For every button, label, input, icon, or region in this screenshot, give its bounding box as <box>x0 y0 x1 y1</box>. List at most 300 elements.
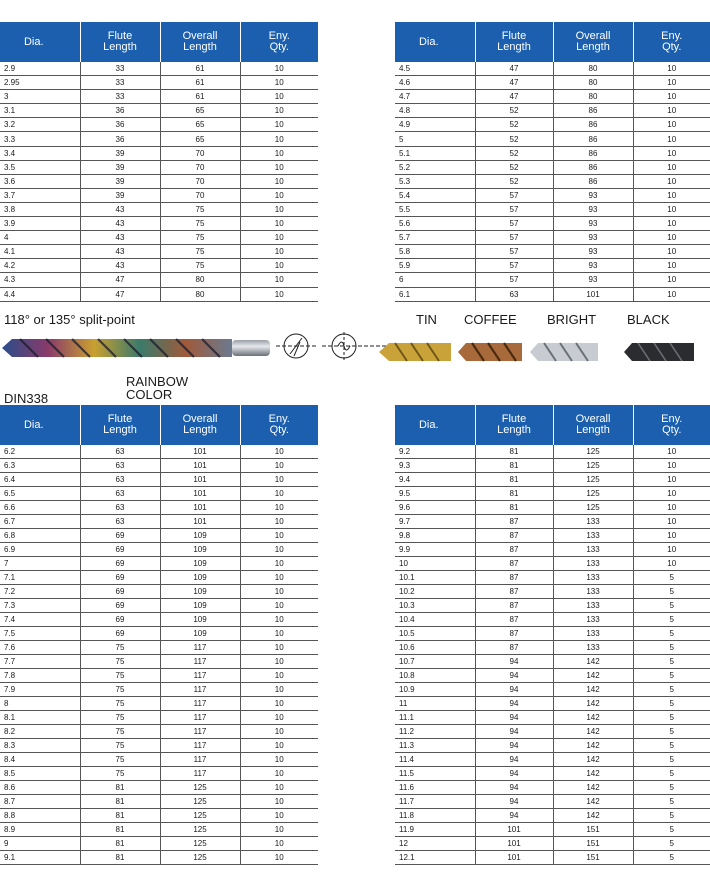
cell-flute-length: 52 <box>475 104 553 118</box>
cell-qty: 10 <box>240 473 318 487</box>
cell-flute-length: 94 <box>475 753 553 767</box>
table-row <box>0 725 318 739</box>
cell-qty: 10 <box>633 487 710 501</box>
cell-dia: 3.5 <box>0 160 80 174</box>
header-row <box>395 22 710 62</box>
cell-flute-length: 39 <box>80 146 160 160</box>
cell-dia: 6.5 <box>0 487 80 501</box>
cell-flute-length: 87 <box>475 515 553 529</box>
cell-overall-length: 109 <box>160 627 240 641</box>
table-row <box>0 473 318 487</box>
cell-qty: 5 <box>633 641 710 655</box>
cell-flute-length: 57 <box>475 231 553 245</box>
column-header-qty: Eny. Qty. <box>240 405 318 445</box>
cell-dia: 9.2 <box>395 445 475 459</box>
cell-qty: 10 <box>240 697 318 711</box>
cell-dia: 9 <box>0 837 80 851</box>
cell-dia: 3.6 <box>0 174 80 188</box>
column-header-dia: Dia. <box>395 405 475 445</box>
cell-flute-length: 63 <box>475 287 553 301</box>
cell-overall-length: 142 <box>553 795 633 809</box>
black-drill-image <box>622 339 696 365</box>
cell-overall-length: 93 <box>553 273 633 287</box>
cell-qty: 10 <box>633 473 710 487</box>
table-row <box>0 501 318 515</box>
table-row <box>0 599 318 613</box>
column-header-qty: Eny. Qty. <box>633 22 710 62</box>
cell-dia: 11.8 <box>395 809 475 823</box>
cell-overall-length: 101 <box>160 501 240 515</box>
cell-flute-length: 87 <box>475 529 553 543</box>
cell-dia: 5.7 <box>395 231 475 245</box>
cell-flute-length: 87 <box>475 599 553 613</box>
cell-flute-length: 57 <box>475 245 553 259</box>
cell-qty: 10 <box>633 62 710 76</box>
cell-overall-length: 117 <box>160 655 240 669</box>
cell-qty: 10 <box>240 823 318 837</box>
cell-dia: 6.3 <box>0 459 80 473</box>
cell-qty: 10 <box>240 543 318 557</box>
cell-overall-length: 151 <box>553 851 633 865</box>
cell-overall-length: 109 <box>160 571 240 585</box>
table-row <box>395 599 710 613</box>
cell-overall-length: 80 <box>553 62 633 76</box>
cell-flute-length: 81 <box>80 837 160 851</box>
table-row <box>395 202 710 216</box>
cell-dia: 8.9 <box>0 823 80 837</box>
cell-flute-length: 81 <box>80 781 160 795</box>
table-row <box>395 459 710 473</box>
cell-qty: 10 <box>633 174 710 188</box>
cell-flute-length: 94 <box>475 795 553 809</box>
cell-flute-length: 81 <box>475 459 553 473</box>
cell-flute-length: 63 <box>80 459 160 473</box>
cell-flute-length: 36 <box>80 118 160 132</box>
cell-flute-length: 69 <box>80 599 160 613</box>
column-header-flute-length: Flute Length <box>475 22 553 62</box>
column-header-dia: Dia. <box>395 22 475 62</box>
table-row <box>395 851 710 865</box>
cell-dia: 10.3 <box>395 599 475 613</box>
table-row <box>395 174 710 188</box>
cell-dia: 7.9 <box>0 683 80 697</box>
cell-overall-length: 65 <box>160 104 240 118</box>
cell-overall-length: 125 <box>160 823 240 837</box>
cell-overall-length: 142 <box>553 697 633 711</box>
table-row <box>395 62 710 76</box>
cell-qty: 10 <box>240 529 318 543</box>
cell-qty: 10 <box>240 62 318 76</box>
cell-qty: 5 <box>633 753 710 767</box>
cell-overall-length: 142 <box>553 753 633 767</box>
cell-dia: 6.1 <box>395 287 475 301</box>
table-row <box>395 627 710 641</box>
table-row <box>395 473 710 487</box>
cell-qty: 10 <box>240 851 318 865</box>
table-row <box>0 245 318 259</box>
cell-flute-length: 94 <box>475 697 553 711</box>
din-standard-label: DIN338 <box>4 391 49 406</box>
cell-qty: 10 <box>633 231 710 245</box>
cell-qty: 10 <box>633 118 710 132</box>
cell-flute-length: 33 <box>80 76 160 90</box>
rainbow-drill-image <box>0 333 272 363</box>
table-row <box>0 669 318 683</box>
cell-dia: 5.1 <box>395 146 475 160</box>
cell-qty: 5 <box>633 585 710 599</box>
cell-overall-length: 101 <box>160 487 240 501</box>
cell-flute-length: 57 <box>475 259 553 273</box>
cell-overall-length: 142 <box>553 809 633 823</box>
cell-overall-length: 93 <box>553 202 633 216</box>
cell-flute-length: 47 <box>475 90 553 104</box>
cell-qty: 5 <box>633 795 710 809</box>
table-row <box>395 160 710 174</box>
column-header-flute-length: Flute Length <box>80 405 160 445</box>
table-row <box>0 104 318 118</box>
cell-qty: 10 <box>240 259 318 273</box>
cell-qty: 10 <box>240 174 318 188</box>
cell-overall-length: 101 <box>553 287 633 301</box>
cell-qty: 10 <box>240 287 318 301</box>
cell-overall-length: 93 <box>553 188 633 202</box>
column-header-overall-length: Overall Length <box>160 22 240 62</box>
cell-flute-length: 75 <box>80 641 160 655</box>
table-row <box>0 231 318 245</box>
cell-qty: 10 <box>633 529 710 543</box>
table-row <box>0 641 318 655</box>
table-row <box>0 445 318 459</box>
table-row <box>395 795 710 809</box>
table-row <box>0 809 318 823</box>
cell-qty: 5 <box>633 767 710 781</box>
table-row <box>0 174 318 188</box>
cell-flute-length: 81 <box>475 501 553 515</box>
cell-qty: 10 <box>633 273 710 287</box>
cell-overall-length: 117 <box>160 697 240 711</box>
cell-flute-length: 94 <box>475 781 553 795</box>
cell-dia: 5.3 <box>395 174 475 188</box>
cell-flute-length: 63 <box>80 487 160 501</box>
cell-flute-length: 36 <box>80 132 160 146</box>
cell-flute-length: 94 <box>475 669 553 683</box>
cell-qty: 10 <box>240 837 318 851</box>
cell-dia: 10.2 <box>395 585 475 599</box>
cell-flute-length: 39 <box>80 174 160 188</box>
cell-dia: 11.3 <box>395 739 475 753</box>
table-row <box>395 753 710 767</box>
cell-overall-length: 86 <box>553 118 633 132</box>
cell-dia: 10.9 <box>395 683 475 697</box>
cell-qty: 10 <box>240 809 318 823</box>
table-row <box>0 781 318 795</box>
cell-overall-length: 133 <box>553 613 633 627</box>
cell-overall-length: 142 <box>553 725 633 739</box>
cell-qty: 10 <box>240 515 318 529</box>
cell-dia: 8.3 <box>0 739 80 753</box>
cell-overall-length: 117 <box>160 669 240 683</box>
cell-flute-length: 52 <box>475 132 553 146</box>
cell-overall-length: 93 <box>553 217 633 231</box>
coffee-drill-image <box>456 339 524 365</box>
cell-flute-length: 43 <box>80 202 160 216</box>
cell-qty: 5 <box>633 809 710 823</box>
bright-drill-image <box>528 339 600 365</box>
cell-flute-length: 94 <box>475 683 553 697</box>
cell-qty: 5 <box>633 683 710 697</box>
table-row <box>395 259 710 273</box>
table-row <box>0 202 318 216</box>
table-row <box>395 132 710 146</box>
cell-qty: 10 <box>633 90 710 104</box>
cell-flute-length: 94 <box>475 809 553 823</box>
cell-flute-length: 33 <box>80 62 160 76</box>
cell-flute-length: 52 <box>475 160 553 174</box>
cell-flute-length: 75 <box>80 767 160 781</box>
cell-overall-length: 109 <box>160 585 240 599</box>
table-row <box>0 118 318 132</box>
cell-dia: 7.2 <box>0 585 80 599</box>
cell-dia: 6.2 <box>0 445 80 459</box>
cell-qty: 10 <box>240 217 318 231</box>
cell-overall-length: 61 <box>160 76 240 90</box>
header-row <box>395 405 710 445</box>
table-row <box>0 160 318 174</box>
table-row <box>0 287 318 301</box>
table-row <box>395 501 710 515</box>
cell-overall-length: 70 <box>160 174 240 188</box>
cell-flute-length: 36 <box>80 104 160 118</box>
cell-dia: 9.5 <box>395 487 475 501</box>
cell-flute-length: 33 <box>80 90 160 104</box>
cell-qty: 10 <box>633 217 710 231</box>
cell-qty: 10 <box>633 104 710 118</box>
cell-qty: 10 <box>240 599 318 613</box>
cell-dia: 4.6 <box>395 76 475 90</box>
cell-dia: 10.8 <box>395 669 475 683</box>
cell-overall-length: 101 <box>160 473 240 487</box>
cell-flute-length: 94 <box>475 739 553 753</box>
cell-overall-length: 75 <box>160 259 240 273</box>
cell-dia: 6.7 <box>0 515 80 529</box>
cell-overall-length: 101 <box>160 515 240 529</box>
column-header-overall-length: Overall Length <box>160 405 240 445</box>
cell-flute-length: 47 <box>475 62 553 76</box>
cell-dia: 8.2 <box>0 725 80 739</box>
cell-flute-length: 52 <box>475 174 553 188</box>
table-row <box>0 459 318 473</box>
cell-flute-length: 94 <box>475 711 553 725</box>
drill-size-table-1 <box>0 22 318 302</box>
cell-dia: 7.1 <box>0 571 80 585</box>
table-row <box>0 132 318 146</box>
cell-qty: 10 <box>240 160 318 174</box>
cell-qty: 10 <box>240 711 318 725</box>
cell-overall-length: 151 <box>553 837 633 851</box>
table-row <box>395 725 710 739</box>
cell-qty: 10 <box>240 795 318 809</box>
cell-qty: 10 <box>240 104 318 118</box>
cell-flute-length: 87 <box>475 543 553 557</box>
cell-overall-length: 142 <box>553 669 633 683</box>
header-row <box>0 405 318 445</box>
cell-overall-length: 151 <box>553 823 633 837</box>
table-row <box>395 837 710 851</box>
cell-overall-length: 75 <box>160 231 240 245</box>
table-row <box>395 90 710 104</box>
cell-dia: 7.4 <box>0 613 80 627</box>
cell-overall-length: 117 <box>160 767 240 781</box>
cell-overall-length: 133 <box>553 585 633 599</box>
table-row <box>0 76 318 90</box>
cell-flute-length: 52 <box>475 146 553 160</box>
column-header-overall-length: Overall Length <box>553 22 633 62</box>
table-row <box>0 543 318 557</box>
cell-overall-length: 61 <box>160 62 240 76</box>
cell-qty: 10 <box>240 202 318 216</box>
cell-dia: 11.9 <box>395 823 475 837</box>
cell-overall-length: 101 <box>160 459 240 473</box>
cell-dia: 9.4 <box>395 473 475 487</box>
cell-qty: 5 <box>633 669 710 683</box>
cell-qty: 10 <box>240 585 318 599</box>
table-row <box>395 76 710 90</box>
cell-dia: 5.4 <box>395 188 475 202</box>
cell-dia: 3.7 <box>0 188 80 202</box>
cell-dia: 8.7 <box>0 795 80 809</box>
header-row <box>0 22 318 62</box>
cell-overall-length: 117 <box>160 683 240 697</box>
cell-overall-length: 133 <box>553 627 633 641</box>
cell-qty: 10 <box>633 259 710 273</box>
cell-dia: 10.7 <box>395 655 475 669</box>
cell-flute-length: 81 <box>80 851 160 865</box>
table-row <box>0 795 318 809</box>
table-row <box>0 585 318 599</box>
cell-flute-length: 47 <box>80 287 160 301</box>
cell-qty: 5 <box>633 599 710 613</box>
cell-qty: 10 <box>240 118 318 132</box>
cell-flute-length: 39 <box>80 188 160 202</box>
table-row <box>0 753 318 767</box>
cell-flute-length: 39 <box>80 160 160 174</box>
cell-flute-length: 75 <box>80 697 160 711</box>
cell-qty: 5 <box>633 613 710 627</box>
cell-dia: 5.2 <box>395 160 475 174</box>
table-row <box>0 683 318 697</box>
cell-overall-length: 70 <box>160 188 240 202</box>
cell-qty: 5 <box>633 697 710 711</box>
table-row <box>0 739 318 753</box>
table-row <box>0 697 318 711</box>
cell-overall-length: 109 <box>160 599 240 613</box>
cell-qty: 10 <box>240 146 318 160</box>
cell-dia: 7.8 <box>0 669 80 683</box>
column-header-qty: Eny. Qty. <box>633 405 710 445</box>
cell-dia: 2.95 <box>0 76 80 90</box>
table-row <box>395 823 710 837</box>
cell-dia: 7.5 <box>0 627 80 641</box>
cell-overall-length: 109 <box>160 543 240 557</box>
cell-qty: 5 <box>633 571 710 585</box>
cell-overall-length: 70 <box>160 146 240 160</box>
cell-dia: 5.8 <box>395 245 475 259</box>
table-row <box>395 245 710 259</box>
table-row <box>395 287 710 301</box>
cell-overall-length: 125 <box>553 487 633 501</box>
cell-dia: 5.6 <box>395 217 475 231</box>
cell-flute-length: 94 <box>475 767 553 781</box>
cell-flute-length: 101 <box>475 851 553 865</box>
cell-overall-length: 61 <box>160 90 240 104</box>
cell-qty: 10 <box>240 132 318 146</box>
cell-dia: 4.3 <box>0 273 80 287</box>
cell-qty: 5 <box>633 823 710 837</box>
cell-qty: 10 <box>240 571 318 585</box>
cell-overall-length: 142 <box>553 683 633 697</box>
cell-overall-length: 133 <box>553 543 633 557</box>
table-row <box>0 823 318 837</box>
cell-qty: 10 <box>240 273 318 287</box>
cell-dia: 4.8 <box>395 104 475 118</box>
cell-overall-length: 65 <box>160 132 240 146</box>
cell-qty: 10 <box>240 487 318 501</box>
cell-overall-length: 117 <box>160 753 240 767</box>
cell-qty: 10 <box>633 202 710 216</box>
cell-flute-length: 63 <box>80 501 160 515</box>
cell-overall-length: 80 <box>160 273 240 287</box>
cell-dia: 3.1 <box>0 104 80 118</box>
cell-flute-length: 101 <box>475 837 553 851</box>
cell-overall-length: 75 <box>160 217 240 231</box>
cell-dia: 4.7 <box>395 90 475 104</box>
cell-dia: 3.3 <box>0 132 80 146</box>
cell-flute-length: 69 <box>80 585 160 599</box>
table-row <box>0 627 318 641</box>
cell-flute-length: 81 <box>80 823 160 837</box>
cell-dia: 5.5 <box>395 202 475 216</box>
table-row <box>395 445 710 459</box>
table-row <box>395 613 710 627</box>
cell-flute-length: 87 <box>475 627 553 641</box>
cell-overall-length: 65 <box>160 118 240 132</box>
cell-qty: 10 <box>633 543 710 557</box>
table-row <box>395 557 710 571</box>
cell-overall-length: 133 <box>553 599 633 613</box>
table-row <box>395 683 710 697</box>
cell-flute-length: 75 <box>80 669 160 683</box>
cell-overall-length: 93 <box>553 245 633 259</box>
cell-overall-length: 125 <box>160 837 240 851</box>
cell-flute-length: 81 <box>80 795 160 809</box>
cell-dia: 11.6 <box>395 781 475 795</box>
drill-size-table-2 <box>395 22 710 302</box>
cell-overall-length: 133 <box>553 557 633 571</box>
cell-qty: 10 <box>240 669 318 683</box>
cell-qty: 10 <box>633 245 710 259</box>
cell-dia: 7 <box>0 557 80 571</box>
cell-dia: 8.1 <box>0 711 80 725</box>
cell-dia: 4.4 <box>0 287 80 301</box>
cell-overall-length: 117 <box>160 711 240 725</box>
cell-dia: 12.1 <box>395 851 475 865</box>
cell-dia: 11 <box>395 697 475 711</box>
cell-flute-length: 69 <box>80 571 160 585</box>
cell-qty: 10 <box>240 627 318 641</box>
cell-qty: 10 <box>240 739 318 753</box>
cell-qty: 10 <box>633 501 710 515</box>
cell-overall-length: 86 <box>553 160 633 174</box>
